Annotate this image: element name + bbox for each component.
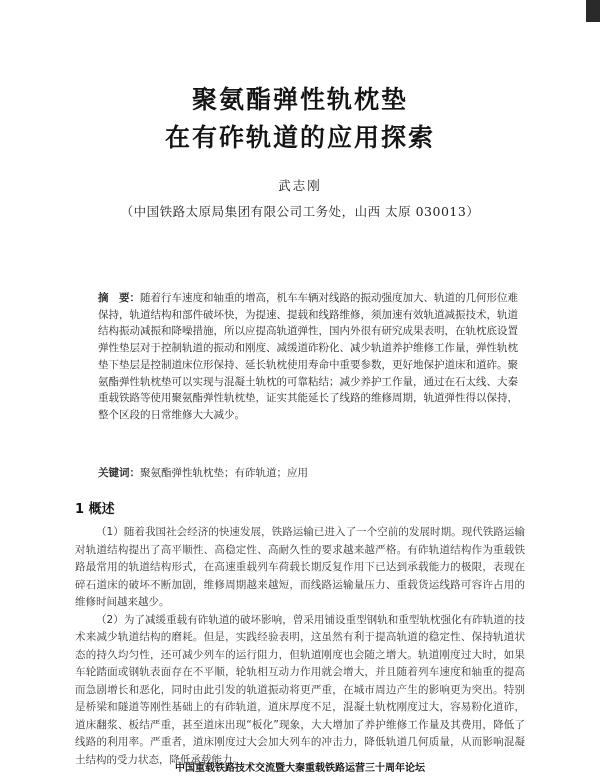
- paragraph: （2）为了减缓重载有砟轨道的破坏影响，曾采用铺设重型钢轨和重型轨枕强化有砟轨道的技术来减少轨道结构的磨耗。但是，实践经验表明，这虽然有利于提高轨道的稳定性、保持轨道状态的持久均匀性，还可减少列车的运行阻力，但轨道刚度也会随之增大。轨道刚度过大时，如果车轮踏面或钢轨表面存在不平顺，轮轨相互动力作用就会增大，并且随着列车速度和轴重的提高而急剧增长和恶化，同时由此引发的轨道振动将更严重，在城市周边产生的影响更为突出。特别是桥梁和隧道等刚性基础上的有砟轨道，道床厚度不足，混凝土轨枕刚度过大，容易粉化道砟，道床翻浆、板结严重，甚至道床出现“板化”现象，大大增加了养护维修工作量及其费用，降低了线路的利用率。严重者，道床刚度过大会加大列车的冲击力，降低轨道几何质量，从而影响混凝土结构的受力状态，降低承载能力。: [75, 613, 525, 766]
- paper-title-line1: 聚氨酯弹性轨枕垫: [191, 85, 408, 114]
- abstract: [98, 290, 518, 424]
- author: 武志刚: [278, 178, 322, 193]
- paper-title-line2: 在有砟轨道的应用探索: [164, 123, 435, 152]
- page-corner-mark: [586, 0, 600, 22]
- affiliation: （中国铁路太原局集团有限公司工务处，山西 太原 030013）: [120, 204, 480, 219]
- abstract-label: 摘 要：: [98, 292, 140, 304]
- keywords-label: 关键词：: [98, 467, 140, 479]
- abstract-text: 随着行车速度和轴重的增高，机车车辆对线路的振动强度加大、轨道的几何形位难保持，轨道结构和部件破坏快，为提速、提载和线路维修，须加速有效轨道减振技术，轨道结构振动减振和降噪措施，所以应提高轨道弹性，国内外很有研究成果表明，在轨枕底设置弹性垫层对于控制轨道的振动和刚度、减缓道砟粉化、减少轨道养护维修工作量，弹性轨枕垫下垫层是控制道床位形保持、延长轨枕使用寿命中重要参数，更好地保护道床和道砟。聚氨酯弹性轨枕垫可以实现与混凝土轨枕的可靠粘结；减少养护工作量，通过在石太线、大秦重载铁路等使用聚氨酯弹性轨枕垫，证实其能延长了线路的维修周期，轨道弹性得以保持，整个区段的日常维修大大减少。: [98, 292, 518, 421]
- keywords-text: 聚氨酯弹性轨枕垫；有砟轨道；应用: [140, 467, 308, 479]
- page-footer: 中国重载铁路技术交流暨大秦重载铁路运营三十周年论坛: [175, 763, 425, 774]
- section-body: [75, 524, 525, 769]
- section-heading: 1 概述: [75, 502, 115, 517]
- keywords: [98, 465, 518, 480]
- paragraph: （1）随着我国社会经济的快速发展，铁路运输已进入了一个空前的发展时期。现代铁路运输对轨道结构提出了高平顺性、高稳定性、高耐久性的要求越来越严格。有砟轨道结构作为重载铁路最常用的轨道结构形式，在高速重载列车荷载长期反复作用下已达到承载能力的极限，表现在碎石道床的破坏不断加剧，维修周期越来越短，而线路运输量压力、重载货运线路可容许占用的维修时间越来越少。: [75, 526, 525, 608]
